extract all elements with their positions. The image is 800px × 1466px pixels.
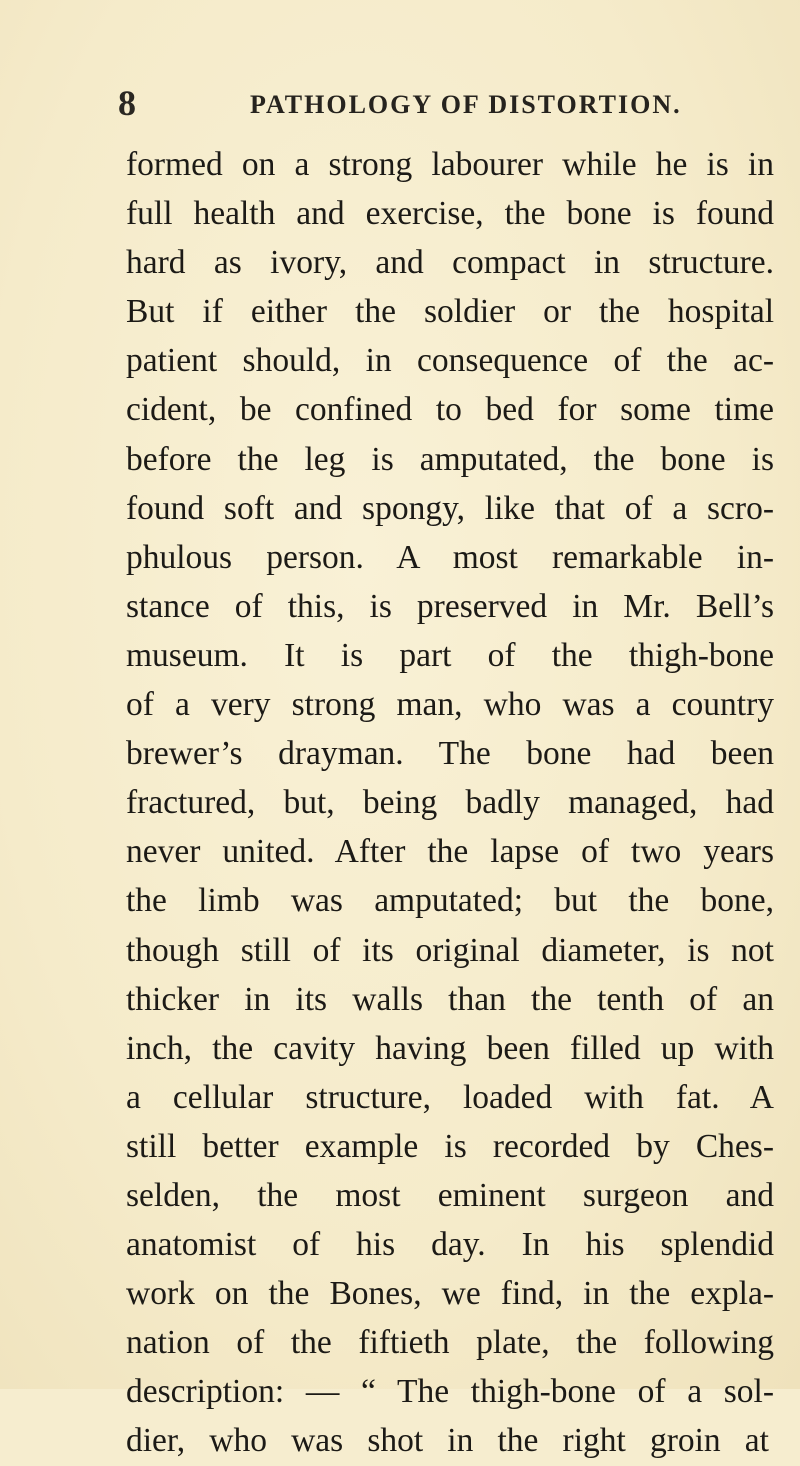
text-line: But if either the soldier or the hospital xyxy=(126,293,774,331)
text-line: though still of its original diameter, is not xyxy=(126,931,774,969)
text-line: museum. It is part of the thigh-bone xyxy=(126,636,774,674)
text-line: stance of this, is preserved in Mr. Bell’s xyxy=(126,587,774,625)
text-line: cident, be confined to bed for some time xyxy=(126,391,774,429)
text-line: work on the Bones, we find, in the expla- xyxy=(126,1275,774,1313)
text-line: formed on a strong labourer while he is in xyxy=(126,146,774,183)
text-line: brewer’s drayman. The bone had been xyxy=(126,735,774,773)
text-line: selden, the most eminent surgeon and xyxy=(126,1176,774,1214)
text-line: before the leg is amputated, the bone is xyxy=(126,440,774,478)
text-line: phulous person. A most remarkable in- xyxy=(126,538,774,576)
text-line: a cellular structure, loaded with fat. A xyxy=(126,1078,774,1116)
text-line: hard as ivory, and compact in structure. xyxy=(126,244,774,282)
text-line: full health and exercise, the bone is found xyxy=(126,195,774,233)
text-line: description: — “ The thigh-bone of a sol- xyxy=(126,1373,774,1411)
text-line: thicker in its walls than the tenth of an xyxy=(126,980,774,1018)
text-line: still better example is recorded by Ches- xyxy=(126,1127,774,1165)
page-header xyxy=(118,83,758,130)
text-line: of a very strong man, who was a country xyxy=(126,686,774,724)
text-line: found soft and spongy, like that of a scro- xyxy=(126,489,774,527)
running-title: PATHOLOGY OF DISTORTION. xyxy=(250,90,682,119)
text-line: nation of the fiftieth plate, the following xyxy=(126,1324,774,1362)
text-line: dier, who was shot in the right groin at xyxy=(126,1422,769,1460)
text-line: inch, the cavity having been filled up with xyxy=(126,1029,774,1067)
text-line: the limb was amputated; but the bone, xyxy=(126,882,774,920)
text-line: anatomist of his day. In his splendid xyxy=(126,1226,774,1264)
text-line: patient should, in consequence of the ac- xyxy=(126,342,774,380)
text-line: never united. After the lapse of two years xyxy=(126,833,774,871)
text-line: fractured, but, being badly managed, had xyxy=(126,784,774,822)
page-number: 8 xyxy=(118,83,136,123)
body-text xyxy=(126,140,774,1466)
